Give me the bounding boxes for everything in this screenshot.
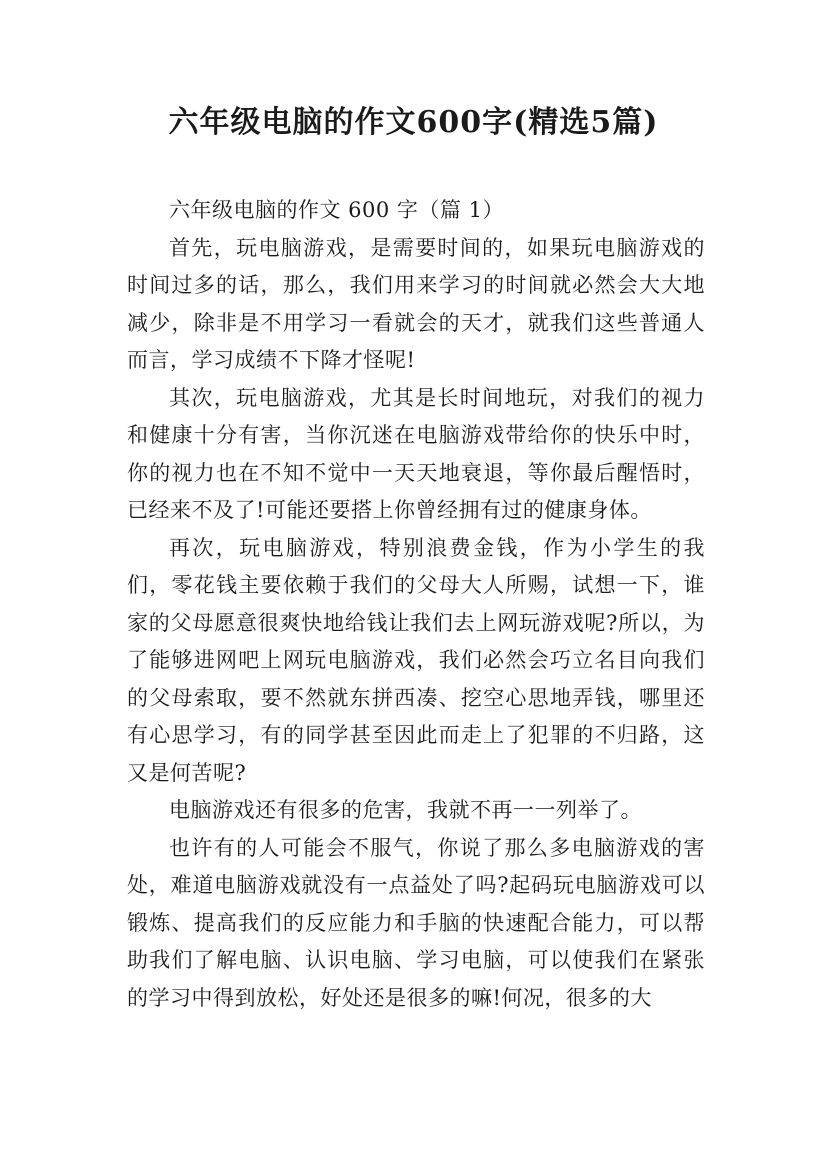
paragraph-4: 电脑游戏还有很多的危害，我就不再一一列举了。: [169, 798, 642, 822]
paragraph-5: 也许有的人可能会不服气，你说了那么多电脑游戏的害处，难道电脑游戏就没有一点益处了吗?起码玩电脑游戏可以锻炼、提高我们的反应能力和手脑的快速配合能力，可以帮助我们了解电脑、认识电脑、学习电脑，可以使我们在紧张的学习中得到放松，好处还是很多的嘛!何况，很多的大: [127, 835, 705, 1010]
paragraph-2: 其次，玩电脑游戏，尤其是长时间地玩，对我们的视力和健康十分有害，当你沉迷在电脑游戏带给你的快乐中时，你的视力也在不知不觉中一天天地衰退，等你最后醒悟时，已经来不及了!可能还要搭上你曾经拥有过的健康身体。: [127, 385, 705, 522]
section-heading: 六年级电脑的作文 600 字（篇 1）: [169, 198, 504, 222]
paragraph-3: 再次，玩电脑游戏，特别浪费金钱，作为小学生的我们，零花钱主要依赖于我们的父母大人所赐，试想一下，谁家的父母愿意很爽快地给钱让我们去上网玩游戏呢?所以，为了能够进网吧上网玩电脑游戏，我们必然会巧立名目向我们的父母索取，要不然就东拼西凑、挖空心思地弄钱，哪里还有心思学习，有的同学甚至因此而走上了犯罪的不归路，这又是何苦呢?: [127, 535, 705, 785]
document-body: [127, 192, 705, 1017]
document-title: 六年级电脑的作文600字(精选5篇): [168, 105, 659, 140]
paragraph-1: 首先，玩电脑游戏，是需要时间的，如果玩电脑游戏的时间过多的话，那么，我们用来学习的时间就必然会大大地减少，除非是不用学习一看就会的天才，就我们这些普通人而言，学习成绩不下降才怪呢!: [127, 235, 705, 372]
